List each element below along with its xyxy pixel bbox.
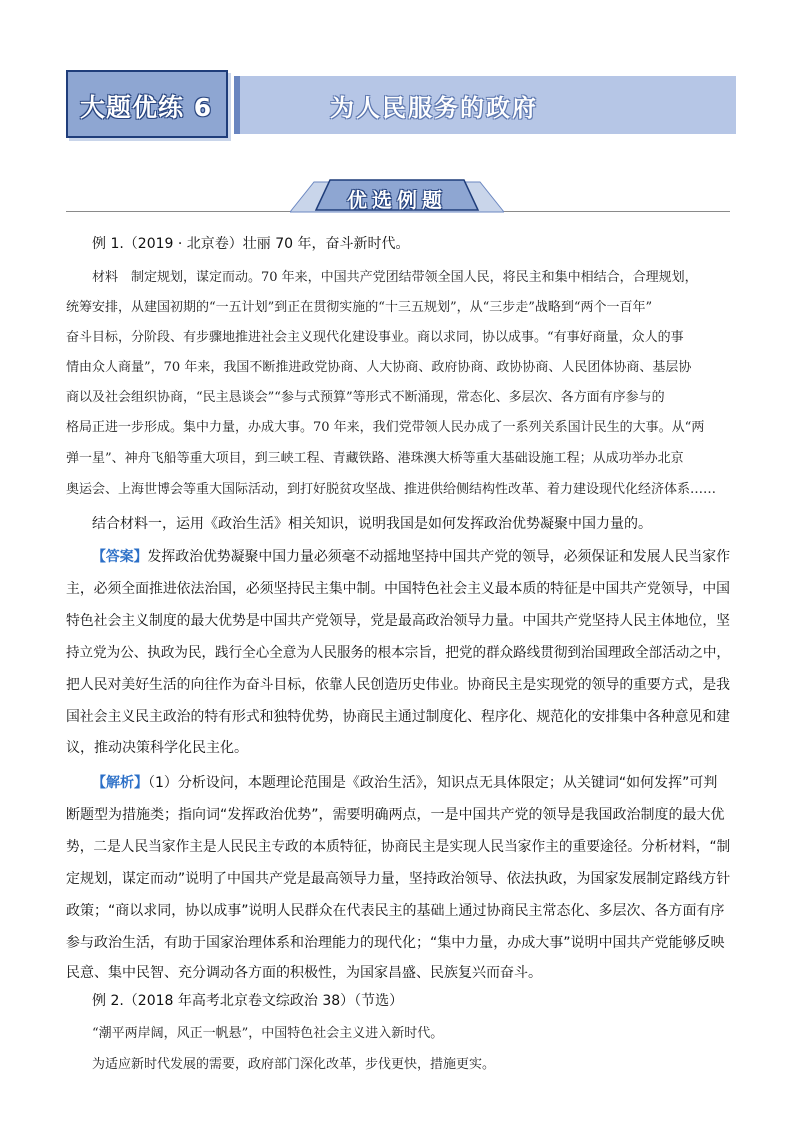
answer-tag: 【答案】: [92, 549, 148, 565]
material-line: 材料 制定规划，谋定而动。70 年来，中国共产党团结带领全国人民，将民主和集中相结合，合理规划，: [92, 270, 698, 285]
material-line: 商以及社会组织协商，“民主恳谈会”“参与式预算”等形式不断涌现，常态化、多层次、各方面有序参与的: [66, 390, 665, 405]
example2-intro: 例 2.（2018 年高考北京卷文综政治 38）（节选）: [92, 993, 404, 1009]
page-title: 为人民服务的政府: [330, 94, 538, 122]
analysis-text: （1）分析设问，本题理论范围是《政治生活》，知识点无具体限定；从关键词“如何发挥”可判: [148, 775, 718, 791]
title-box: [234, 76, 736, 134]
analysis-line: 参与政治生活，有助于国家治理体系和治理能力的现代化；“集中力量，办成大事”说明中国共产党能够反映: [66, 935, 725, 951]
answer-line: [92, 546, 730, 566]
material-line: 格局正进一步形成。集中力量，办成大事。70 年来，我们党带领人民办成了一系列关系国计民生的大事。从“两: [66, 420, 705, 435]
example1-intro: 例 1.（2019 · 北京卷）壮丽 70 年，奋斗新时代。: [92, 236, 410, 252]
exercise-label-box: [66, 70, 228, 138]
section-tab-label: 优选例题: [347, 188, 447, 212]
header-banner: [66, 70, 736, 140]
analysis-line: [92, 772, 717, 792]
material-line: 情由众人商量”，70 年来，我国不断推进政党协商、人大协商、政府协商、政协协商、人民团体协商、基层协: [66, 360, 692, 375]
analysis-tag: 【解析】: [92, 775, 148, 791]
material-line: 弹一星”、神舟飞船等重大项目，到三峡工程、青藏铁路、港珠澳大桥等重大基础设施工程；从成功举办北京: [66, 451, 684, 466]
answer-line: 主，必须全面推进依法治国，必须坚持民主集中制。中国特色社会主义最本质的特征是中国共产党领导，中国: [66, 581, 731, 597]
answer-line: 特色社会主义制度的最大优势是中国共产党领导，党是最高政治领导力量。中国共产党坚持人民主体地位，坚: [66, 613, 731, 629]
answer-line: 持立党为公、执政为民，践行全心全意为人民服务的根本宗旨，把党的群众路线贯彻到治国理政全部活动之中，: [66, 645, 730, 661]
material-line: 统筹安排，从建国初期的“一五计划”到正在贯彻实施的“十三五规划”，从“三步走”战略到“两个一百年”: [66, 300, 653, 315]
answer-line: 议，推动决策科学化民主化。: [66, 740, 248, 756]
material-line: 奋斗目标，分阶段、有步骤地推进社会主义现代化建设事业。商以求同，协以成事。“有事好商量，众人的事: [66, 330, 684, 345]
analysis-line: 民意、集中民智、充分调动各方面的积极性，为国家昌盛、民族复兴而奋斗。: [66, 965, 542, 981]
analysis-line: 定规划，谋定而动”说明了中国共产党是最高领导力量，坚持政治领导、依法执政，为国家发展制定路线方针: [66, 871, 731, 887]
material-line: “潮平两岸阔，风正一帆悬”，中国特色社会主义进入新时代。: [92, 1026, 444, 1041]
section-tab: [290, 178, 504, 214]
material-line: 奥运会、上海世博会等重大国际活动，到打好脱贫攻坚战、推进供给侧结构性改革、着力建设现代化经济体系……: [66, 482, 717, 497]
material-line: 为适应新时代发展的需要，政府部门深化改革，步伐更快，措施更实。: [92, 1057, 496, 1072]
exercise-label: 大题优练 6: [80, 93, 213, 122]
analysis-line: 政策；“商以求同，协以成事”说明人民群众在代表民主的基础上通过协商民主常态化、多层次、各方面有序: [66, 903, 725, 919]
answer-text: 发挥政治优势凝聚中国力量必须毫不动摇地坚持中国共产党的领导，必须保证和发展人民当家作: [147, 549, 731, 565]
example1-question: 结合材料一，运用《政治生活》相关知识，说明我国是如何发挥政治优势凝聚中国力量的。: [92, 516, 652, 532]
answer-line: 把人民对美好生活的向往作为奋斗目标，依靠人民创造历史伟业。协商民主是实现党的领导的重要方式，是我: [66, 677, 731, 693]
analysis-line: 势，二是人民当家作主是人民民主专政的本质特征，协商民主是实现人民当家作主的重要途径。分析材料，“制: [66, 839, 731, 855]
answer-line: 国社会主义民主政治的特有形式和独特优势，协商民主通过制度化、程序化、规范化的安排集中各种意见和建: [66, 709, 731, 725]
analysis-line: 断题型为措施类；指向词“发挥政治优势”，需要明确两点，一是中国共产党的领导是我国政治制度的最大优: [66, 807, 725, 823]
